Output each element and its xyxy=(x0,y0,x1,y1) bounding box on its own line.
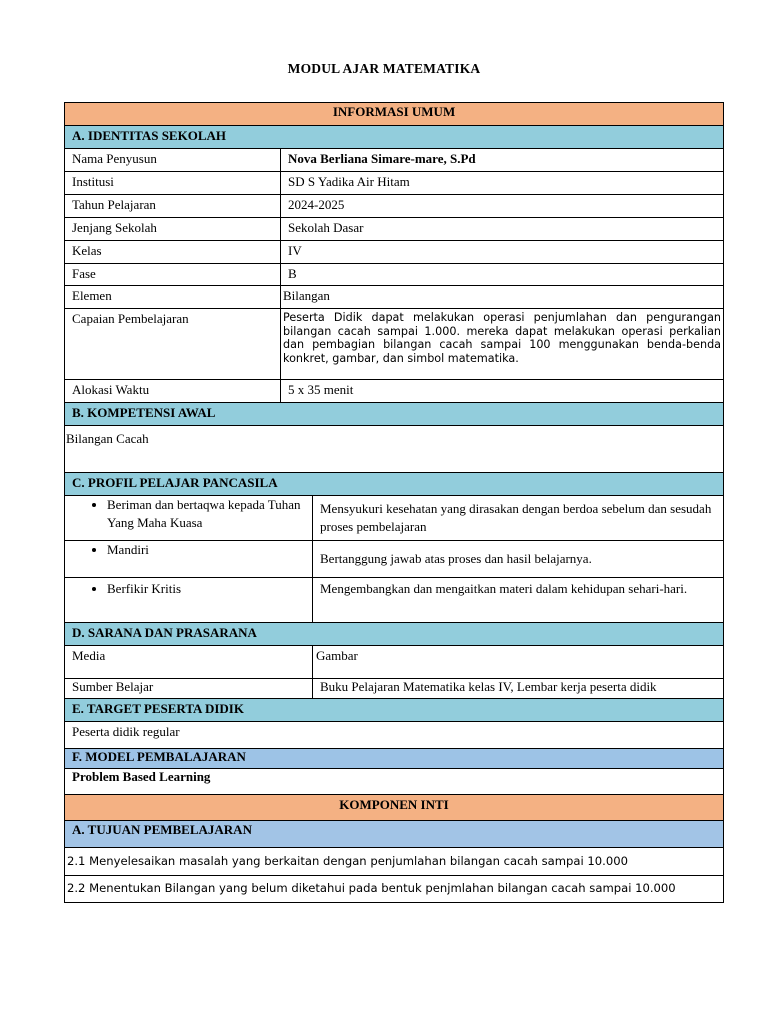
nama-penyusun-value: Nova Berliana Simare-mare, S.Pd xyxy=(281,149,724,172)
tujuan-pembelajaran-header: A. TUJUAN PEMBELAJARAN xyxy=(65,821,724,848)
tahun-pelajaran-value: 2024-2025 xyxy=(281,195,724,218)
komponen-inti-header: KOMPONEN INTI xyxy=(65,795,724,821)
alokasi-waktu-value: 5 x 35 menit xyxy=(281,380,724,403)
elemen-value: Bilangan xyxy=(281,286,724,309)
sarana-prasarana-header: D. SARANA DAN PRASARANA xyxy=(65,623,724,646)
profil-item-3 xyxy=(65,578,313,623)
target-peserta-header: E. TARGET PESERTA DIDIK xyxy=(65,699,724,722)
identitas-sekolah-header: A. IDENTITAS SEKOLAH xyxy=(65,126,724,149)
tahun-pelajaran-label: Tahun Pelajaran xyxy=(65,195,281,218)
model-pembelajaran-text: Problem Based Learning xyxy=(65,769,724,795)
profil-item-1-text: • Beriman dan bertaqwa kepada Tuhan Yang Maha Kuasa xyxy=(107,496,312,532)
profil-desc-1: Mensyukuri kesehatan yang dirasakan dengan berdoa sebelum dan sesudah proses pembelajaran xyxy=(313,496,724,541)
nama-penyusun-label: Nama Penyusun xyxy=(65,149,281,172)
fase-label: Fase xyxy=(65,264,281,286)
institusi-value: SD S Yadika Air Hitam xyxy=(281,172,724,195)
profil-item-1 xyxy=(65,496,313,541)
target-peserta-text: Peserta didik regular xyxy=(65,722,724,749)
capaian-pembelajaran-value: Peserta Didik dapat melakukan operasi penjumlahan dan pengurangan bilangan cacah sampai 1.000. mereka dapat melakukan operasi perkalian dan pembagian bilangan cacah sampai 100 menggunakan benda-benda konkret, gambar, dan simbol matematika. xyxy=(281,309,724,380)
profil-pelajar-header: C. PROFIL PELAJAR PANCASILA xyxy=(65,473,724,496)
tujuan-item-1: 2.1 Menyelesaikan masalah yang berkaitan dengan penjumlahan bilangan cacah sampai 10.000 xyxy=(65,848,724,876)
fase-value: B xyxy=(281,264,724,286)
kelas-value: IV xyxy=(281,241,724,264)
profil-item-2 xyxy=(65,541,313,578)
jenjang-sekolah-value: Sekolah Dasar xyxy=(281,218,724,241)
kompetensi-awal-text: Bilangan Cacah xyxy=(65,426,724,473)
profil-desc-2: Bertanggung jawab atas proses dan hasil belajarnya. xyxy=(313,541,724,578)
tujuan-item-2: 2.2 Menentukan Bilangan yang belum diketahui pada bentuk penjmlahan bilangan cacah sampai 10.000 xyxy=(65,876,724,903)
document-title: MODUL AJAR MATEMATIKA xyxy=(287,61,481,76)
module-table xyxy=(64,102,724,903)
jenjang-sekolah-label: Jenjang Sekolah xyxy=(65,218,281,241)
capaian-pembelajaran-label: Capaian Pembelajaran xyxy=(65,309,281,380)
profil-item-3-text: • Berfikir Kritis xyxy=(107,580,312,598)
elemen-label: Elemen xyxy=(65,286,281,309)
profil-desc-3: Mengembangkan dan mengaitkan materi dalam kehidupan sehari-hari. xyxy=(313,578,724,623)
alokasi-waktu-label: Alokasi Waktu xyxy=(65,380,281,403)
sumber-belajar-value: Buku Pelajaran Matematika kelas IV, Lembar kerja peserta didik xyxy=(313,679,724,699)
sumber-belajar-label: Sumber Belajar xyxy=(65,679,313,699)
kelas-label: Kelas xyxy=(65,241,281,264)
institusi-label: Institusi xyxy=(65,172,281,195)
media-label: Media xyxy=(65,646,313,679)
media-value: Gambar xyxy=(313,646,724,679)
informasi-umum-header: INFORMASI UMUM xyxy=(65,103,724,126)
model-pembelajaran-header: F. MODEL PEMBALAJARAN xyxy=(65,749,724,769)
kompetensi-awal-header: B. KOMPETENSI AWAL xyxy=(65,403,724,426)
profil-item-2-text: • Mandiri xyxy=(107,541,312,559)
